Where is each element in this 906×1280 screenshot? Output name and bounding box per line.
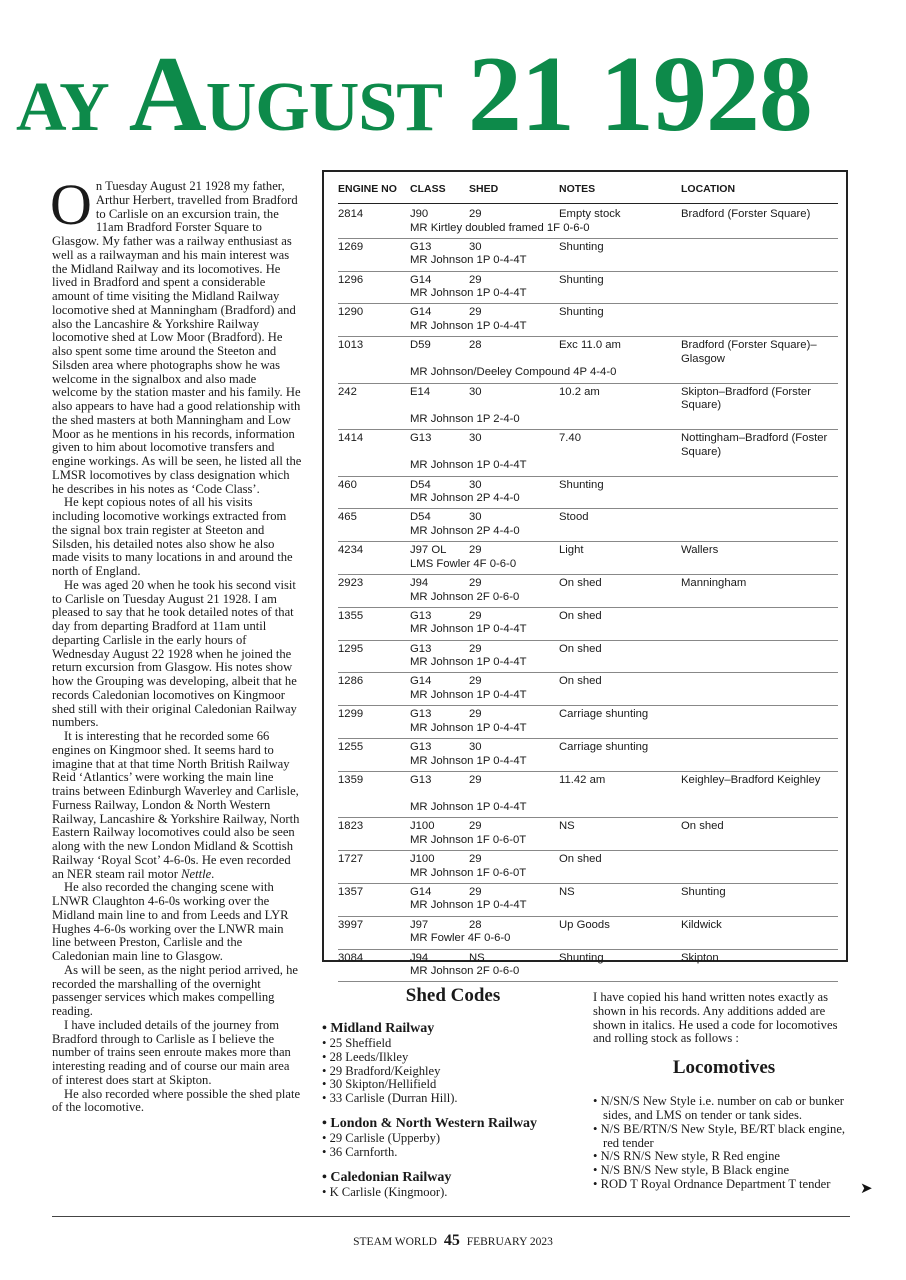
cell-engine-no: 242 [338, 385, 357, 398]
article-paragraph: He was aged 20 when he took his second visit to Carlisle on Tuesday August 21 1928. I am pleased to say that he took detailed notes of that day from departing Bradford at 11am until departing Carlisle in the early hours of Wednesday August 22 1928 when he joined the return excursion from Glasgow. His notes show how the Grouping was developing, albeit that he records Caledonian locomotives on Kingmoor shed still with their original Caledonian Railway numbers. [52, 577, 297, 730]
list-item: • N/S BE/RTN/S New Style, BE/RT black engine, red tender [603, 1123, 855, 1151]
cell-shed: 30 [469, 511, 482, 524]
cell-shed: NS [469, 951, 485, 964]
cell-engine-no: 1290 [338, 306, 364, 319]
cell-notes: Carriage shunting [559, 708, 649, 721]
cell-class: G13 [410, 642, 432, 655]
cell-shed: 30 [469, 478, 482, 491]
table-row [338, 772, 838, 819]
article-paragraph: He also recorded where possible the shed plate of the locomotive. [52, 1086, 301, 1115]
headline-day-fragment: AY [16, 69, 109, 146]
table-row [338, 673, 838, 706]
cell-description: MR Johnson 1F 0-6-0T [410, 866, 527, 879]
cell-class: D54 [410, 511, 431, 524]
cell-location: Bradford (Forster Square)– Glasgow [681, 339, 817, 365]
cell-class: G14 [410, 675, 432, 688]
cell-notes: Empty stock [559, 208, 621, 220]
table-row [338, 706, 838, 739]
cell-class: E14 [410, 385, 431, 398]
locomotives-title: Locomotives [672, 1057, 776, 1079]
cell-notes: 10.2 am [559, 385, 600, 398]
cell-notes: Shunting [559, 273, 604, 286]
list-item: • 28 Leeds/Ilkley [322, 1051, 584, 1065]
cell-engine-no: 1013 [338, 339, 364, 352]
page-footer [0, 1232, 906, 1250]
header-notes: NOTES [559, 183, 596, 195]
cell-shed: 29 [469, 885, 482, 898]
shed-codes-section [322, 985, 584, 1209]
cell-class: G13 [410, 432, 432, 445]
cell-description: MR Johnson 2F 0-6-0 [410, 965, 520, 978]
cell-engine-no: 460 [338, 478, 357, 491]
cell-class: G13 [410, 708, 432, 721]
cell-notes: On shed [559, 642, 602, 655]
cell-class: D59 [410, 339, 431, 352]
cell-engine-no: 1255 [338, 741, 364, 754]
cell-description: MR Johnson 2F 0-6-0 [410, 590, 520, 603]
cell-description: MR Johnson 1P 0-4-4T [410, 623, 527, 636]
headline-month-initial: A [128, 40, 206, 150]
cell-shed: 29 [469, 773, 482, 786]
table-row [338, 509, 838, 542]
table-row [338, 851, 838, 884]
cell-location: Keighley–Bradford Keighley [681, 773, 821, 786]
cell-engine-no: 1727 [338, 853, 364, 866]
cell-location: Kildwick [681, 918, 722, 931]
cell-description: MR Johnson 1P 0-4-4T [410, 319, 527, 332]
cell-engine-no: 1296 [338, 273, 364, 286]
cell-description: MR Johnson 1P 0-4-4T [410, 800, 527, 813]
header-engine-no: ENGINE NO [338, 183, 397, 195]
cell-engine-no: 1295 [338, 642, 364, 655]
table-row [338, 575, 838, 608]
list-item: • 33 Carlisle (Durran Hill). [322, 1092, 584, 1106]
cell-description: LMS Fowler 4F 0-6-0 [410, 557, 517, 570]
cell-shed: 29 [469, 208, 482, 220]
table-row [338, 337, 838, 384]
article-paragraph: As will be seen, as the night period arrived, he recorded the marshalling of the overnight passenger services which makes compelling reading. [52, 962, 298, 1018]
cell-engine-no: 1286 [338, 675, 364, 688]
table-header [338, 183, 838, 203]
region-title: • Midland Railway [322, 1021, 435, 1036]
shed-codes-title: Shed Codes [405, 985, 501, 1006]
cell-engine-no: 1359 [338, 773, 364, 786]
table-row [338, 430, 838, 477]
cell-description: MR Johnson 2P 4-4-0 [410, 524, 520, 537]
cell-class: J94 [410, 951, 429, 964]
cell-class: J97 [410, 918, 429, 931]
cell-shed: 30 [469, 240, 482, 253]
cell-shed: 29 [469, 820, 482, 833]
headline-date: 21 1928 [467, 40, 812, 150]
table-row [338, 477, 838, 510]
cell-notes: Light [559, 544, 584, 557]
table-row [338, 608, 838, 641]
cell-description: MR Johnson 1P 0-4-4T [410, 721, 527, 734]
cell-class: J100 [410, 820, 435, 833]
cell-shed: 29 [469, 577, 482, 590]
cell-shed: 29 [469, 306, 482, 319]
cell-engine-no: 1357 [338, 885, 364, 898]
list-item: • ROD T Royal Ordnance Department T tender [603, 1178, 855, 1192]
cell-description: MR Johnson 1P 0-4-4T [410, 459, 527, 472]
table-row [338, 239, 838, 272]
cell-engine-no: 2814 [338, 208, 364, 220]
headline [0, 40, 906, 150]
cell-class: G13 [410, 240, 432, 253]
cell-class: J97 OL [410, 544, 447, 557]
table-row [338, 818, 838, 851]
cell-location: Skipton [681, 951, 719, 964]
cell-notes: NS [559, 885, 575, 898]
cell-notes: NS [559, 820, 575, 833]
article-paragraph: On Tuesday August 21 1928 my father, Arthur Herbert, travelled from Bradford to Carlisle on an excursion train, the 11am Bradford Forster Square to Glasgow. My father was a railway enthusiast as well as a railwayman and his main interest was the Midland Railway and its locomotives. He lived in Bradford and spent a considerable amount of time visiting the Midland Railway locomotive shed at Manningham (Bradford) and also the Lancashire & Yorkshire Railway locomotive shed at Low Moor (Bradford). He also spent some time around the Steeton and Silsden area where photographs show he was welcome in the signalbox and also made welcome by the station master and his family. He also appears to have had a good relationship with the shed masters at both Manningham and Low Moor as he mentions in his records, information given to him about locomotive transfers and engine workings. As will be seen, he listed all the LMSR locomotives by class designation which he describes in his notes as ‘Code Class’. [50, 172, 302, 496]
cell-notes: Shunting [559, 478, 604, 491]
list-item: • 36 Carnforth. [322, 1146, 584, 1160]
article-body [50, 172, 302, 1115]
region-title: • Caledonian Railway [322, 1169, 452, 1185]
list-item: • 29 Bradford/Keighley [322, 1065, 584, 1079]
cell-notes: Shunting [559, 240, 604, 253]
table-row [338, 884, 838, 917]
magazine-name: STEAM WORLD [353, 1236, 437, 1248]
cell-class: G13 [410, 773, 432, 786]
locomotive-table [322, 170, 848, 978]
cell-engine-no: 465 [338, 511, 357, 524]
cell-class: J94 [410, 577, 429, 590]
cell-notes: On shed [559, 577, 602, 590]
cell-description: MR Johnson 1P 0-4-4T [410, 287, 527, 300]
cell-shed: 28 [469, 339, 482, 352]
cell-location: Manningham [681, 577, 747, 590]
cell-shed: 30 [469, 432, 482, 445]
cell-engine-no: 3084 [338, 951, 364, 964]
cell-location: On shed [681, 820, 724, 833]
cell-location: Shunting [681, 885, 726, 898]
list-item: • N/S RN/S New style, R Red engine [603, 1150, 855, 1164]
cell-notes: On shed [559, 675, 602, 688]
cell-shed: 29 [469, 853, 482, 866]
code-list [593, 1095, 855, 1192]
cell-notes: Shunting [559, 306, 604, 319]
cell-class: D54 [410, 478, 431, 491]
table-row [338, 917, 838, 950]
cell-class: G13 [410, 609, 432, 622]
cell-shed: 29 [469, 544, 482, 557]
cell-engine-no: 4234 [338, 544, 364, 557]
cell-notes: Stood [559, 511, 589, 524]
cell-description: MR Fowler 4F 0-6-0 [410, 932, 511, 945]
header-location: LOCATION [681, 183, 736, 195]
table-row [338, 206, 838, 239]
list-item: • 25 Sheffield [322, 1037, 584, 1051]
article-paragraph: I have included details of the journey from Bradford through to Carlisle as I believe the number of trains seen enroute makes more than interesting reading and of course our main area of interest does start at Skipton. [52, 1017, 291, 1087]
cell-description: MR Johnson 1P 0-4-4T [410, 656, 527, 669]
region-midland [322, 1021, 584, 1106]
page-number: 45 [443, 1232, 460, 1249]
headline-month-rest: UGUST [205, 69, 442, 146]
cell-engine-no: 1299 [338, 708, 364, 721]
cell-notes: Up Goods [559, 918, 610, 931]
cell-description: MR Johnson/Deeley Compound 4P 4-4-0 [410, 366, 617, 379]
cell-shed: 29 [469, 609, 482, 622]
cell-description: MR Johnson 1P 0-4-4T [410, 754, 527, 767]
table-row [338, 304, 838, 337]
footer-divider [52, 1216, 850, 1217]
cell-engine-no: 2923 [338, 577, 364, 590]
cell-location: Skipton–Bradford (Forster Square) [681, 385, 811, 412]
cell-notes: On shed [559, 853, 602, 866]
table-row [338, 739, 838, 772]
cell-notes: Exc 11.0 am [559, 339, 621, 352]
header-class: CLASS [410, 183, 446, 195]
cell-description: MR Johnson 1F 0-6-0T [410, 833, 527, 846]
issue-date: FEBRUARY 2023 [466, 1236, 553, 1248]
cell-description: MR Johnson 1P 2-4-0 [410, 412, 520, 425]
cell-engine-no: 1823 [338, 820, 364, 833]
article-paragraph: He also recorded the changing scene with LNWR Claughton 4-6-0s working over the Midland main line to and from Leeds and LYR Hughes 4-6-0s working over the LNWR main line between Preston, Carlisle and the Caledonian main line to Glasgow. [52, 880, 289, 963]
cell-shed: 30 [469, 741, 482, 754]
table-row [338, 641, 838, 674]
cell-engine-no: 3997 [338, 918, 364, 931]
list-item: • 29 Carlisle (Upperby) [322, 1132, 584, 1146]
cell-class: G13 [410, 741, 432, 754]
cell-shed: 29 [469, 642, 482, 655]
italic-name: Nettle [181, 866, 212, 881]
region-caledonian [322, 1170, 584, 1200]
cell-class: J100 [410, 853, 435, 866]
cell-engine-no: 1355 [338, 609, 364, 622]
list-item: • K Carlisle (Kingmoor). [322, 1186, 584, 1200]
cell-shed: 30 [469, 385, 482, 398]
cell-description: MR Johnson 1P 0-4-4T [410, 899, 527, 912]
cell-description: MR Johnson 1P 0-4-4T [410, 688, 527, 701]
cell-notes: 11.42 am [559, 773, 606, 786]
cell-class: G14 [410, 306, 432, 319]
list-item: • 30 Skipton/Hellifield [322, 1078, 584, 1092]
cell-shed: 29 [469, 675, 482, 688]
article-paragraph: It is interesting that he recorded some 66 engines on Kingmoor shed. It seems hard to imagine that at that time North British Railway Reid ‘Atlantics’ were working the main line trains between Edinburgh Waverley and Carlisle, Furness Railway, London & North Western Railway, Lancashire & Yorkshire Railway, North Eastern Railway locomotives could also be seen along with the new London Midland & Scottish Railway ‘Royal Scot’ 4-6-0s. He even recorded an NER steam rail motor Nettle. [52, 729, 300, 881]
notes-intro: I have copied his hand written notes exactly as shown in his records. Any additions added are shown in italics. He used a code for locomotives and rolling stock as follows : [593, 990, 838, 1046]
region-lnwr [322, 1116, 584, 1160]
table-rows [338, 206, 838, 982]
cell-shed: 29 [469, 273, 482, 286]
drop-cap: O [50, 172, 92, 237]
cell-class: G14 [410, 273, 432, 286]
table-row [338, 542, 838, 575]
cell-notes: 7.40 [559, 432, 581, 445]
article-paragraph: He kept copious notes of all his visits including locomotive workings extracted from the signal box train register at Steeton and Silsden, his detailed notes also show he also made visits to many locations in and around the north of England. [52, 495, 293, 578]
cell-description: MR Johnson 2P 4-4-0 [410, 492, 520, 505]
cell-description: MR Johnson 1P 0-4-4T [410, 254, 527, 267]
cell-location: Nottingham–Bradford (Foster Square) [681, 432, 828, 458]
table-row [338, 950, 838, 983]
continue-arrow-icon: ➤ [860, 1179, 873, 1197]
cell-shed: 28 [469, 918, 482, 931]
table-row [338, 384, 838, 431]
notes-section [593, 991, 855, 1192]
cell-shed: 29 [469, 708, 482, 721]
cell-engine-no: 1269 [338, 240, 364, 253]
table-row [338, 272, 838, 305]
cell-class: G14 [410, 885, 432, 898]
cell-class: J90 [410, 208, 429, 220]
cell-location: Wallers [681, 544, 719, 557]
list-item: • N/S BN/S New style, B Black engine [603, 1164, 855, 1178]
header-shed: SHED [469, 183, 499, 195]
cell-notes: Shunting [559, 951, 604, 964]
cell-notes: Carriage shunting [559, 741, 649, 754]
cell-engine-no: 1414 [338, 432, 364, 445]
cell-location: Bradford (Forster Square) [681, 208, 811, 220]
cell-notes: On shed [559, 609, 602, 622]
region-title: • London & North Western Railway [322, 1115, 538, 1131]
list-item: • N/SN/S New Style i.e. number on cab or bunker sides, and LMS on tender or tank sides. [603, 1095, 855, 1123]
cell-description: MR Kirtley doubled framed 1F 0-6-0 [410, 221, 590, 234]
